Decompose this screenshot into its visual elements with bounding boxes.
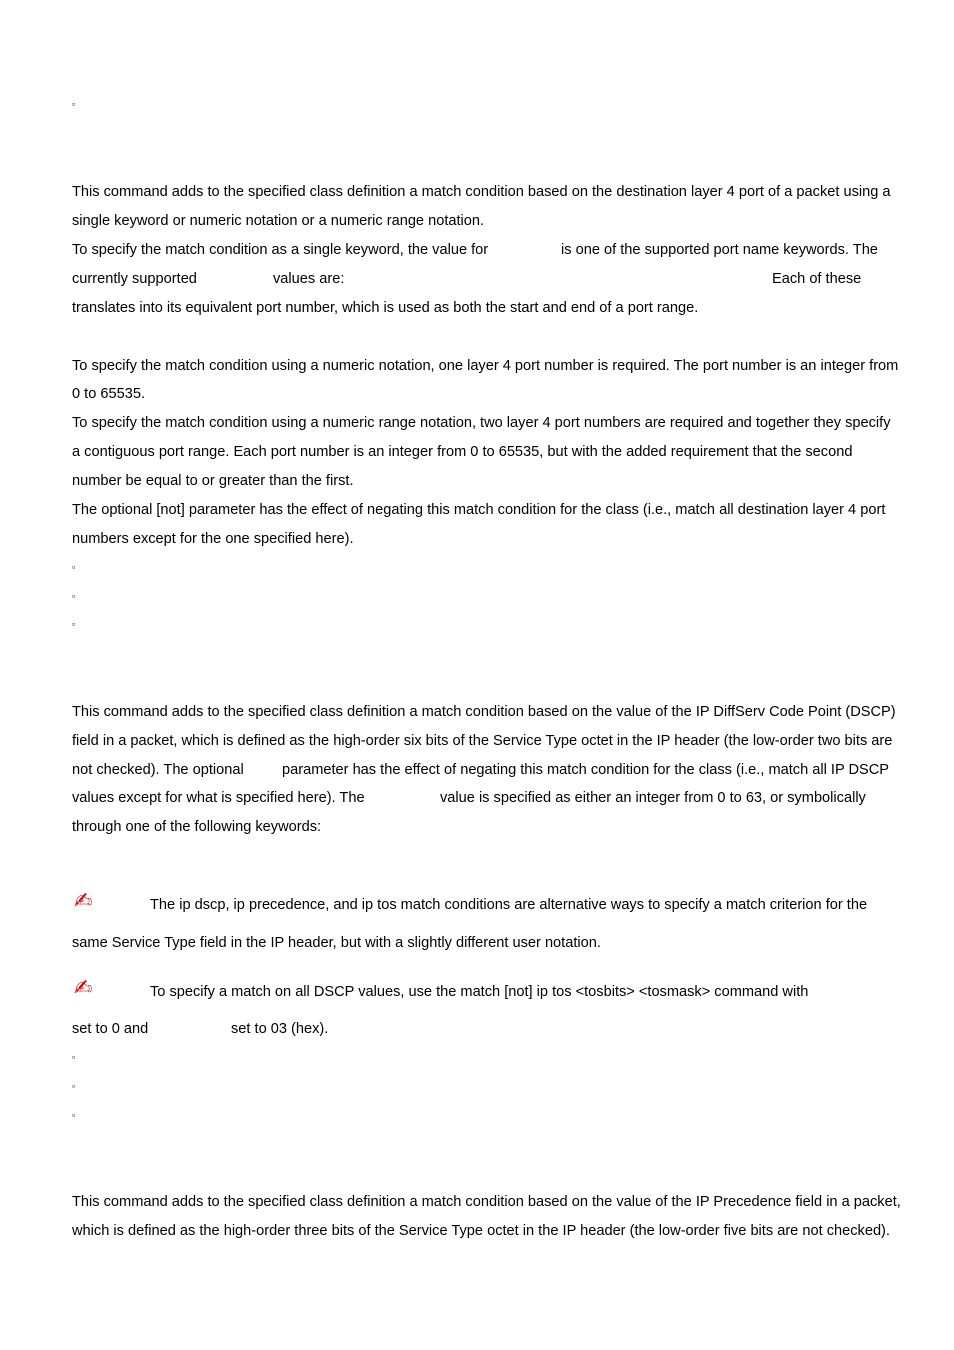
paragraph-line: value is specified as either an integer from 0 to 63, or symbolically <box>440 790 866 806</box>
bullet-marker: ▫ <box>72 562 76 572</box>
note-text: The ip dscp, ip precedence, and ip tos match conditions are alternative ways to specify a match criterion for the <box>150 897 868 913</box>
paragraph-line: This command adds to the specified class definition a match condition based on the value of the IP DiffServ Code Point (DSCP) <box>72 704 896 720</box>
paragraph-line: This command adds to the specified class definition a match condition based on the value of the IP Precedence field in a packet, <box>72 1194 901 1210</box>
paragraph-line: parameter has the effect of negating this match condition for the class (i.e., match all IP DSCP <box>282 762 890 778</box>
paragraph-line: numbers except for the one specified here). <box>72 531 354 547</box>
paragraph-line: number be equal to or greater than the first. <box>72 473 354 489</box>
bullet-marker: ▫ <box>72 619 76 629</box>
paragraph-line: which is defined as the high-order three bits of the Service Type octet in the IP header (the low-order five bits are not checked). <box>72 1223 890 1239</box>
note-text: To specify a match on all DSCP values, use the match [not] ip tos <tosbits> <tosmask> command with <box>150 984 809 1000</box>
paragraph-line: values are: <box>273 271 345 287</box>
paragraph-line: Each of these <box>772 271 862 287</box>
note-text: same Service Type field in the IP header, but with a slightly different user notation. <box>72 935 601 951</box>
bullet-marker: ▫ <box>72 99 76 109</box>
paragraph-line: values except for what is specified here). The <box>72 790 365 806</box>
paragraph-line: This command adds to the specified class definition a match condition based on the destination layer 4 port of a packet using a <box>72 184 891 200</box>
paragraph-line: is one of the supported port name keywords. The <box>561 242 878 258</box>
bullet-marker: ▫ <box>72 1052 76 1062</box>
note-pencil-icon: ✍ <box>74 889 93 914</box>
note-pencil-icon: ✍ <box>74 976 93 1001</box>
bullet-marker: ▫ <box>72 591 76 601</box>
paragraph-line: To specify the match condition using a numeric notation, one layer 4 port number is required. The port number is an integer from <box>72 358 899 374</box>
paragraph-line: currently supported <box>72 271 197 287</box>
paragraph-line: To specify the match condition as a single keyword, the value for <box>72 242 489 258</box>
bullet-marker: ▫ <box>72 1110 76 1120</box>
paragraph-line: field in a packet, which is defined as the high-order six bits of the Service Type octet in the IP header (the low-order two bits are <box>72 733 893 749</box>
paragraph-line: To specify the match condition using a numeric range notation, two layer 4 port numbers are required and together they specify <box>72 415 891 431</box>
paragraph-line: The optional [not] parameter has the effect of negating this match condition for the class (i.e., match all destination layer 4 port <box>72 502 886 518</box>
note-text: set to 0 and <box>72 1021 149 1037</box>
bullet-marker: ▫ <box>72 1081 76 1091</box>
paragraph-line: translates into its equivalent port number, which is used as both the start and end of a port range. <box>72 300 699 316</box>
paragraph-line: 0 to 65535. <box>72 386 146 402</box>
note-text: set to 03 (hex). <box>231 1021 329 1037</box>
paragraph-line: a contiguous port range. Each port number is an integer from 0 to 65535, but with the added requirement that the second <box>72 444 853 460</box>
paragraph-line: not checked). The optional <box>72 762 244 778</box>
paragraph-line: single keyword or numeric notation or a numeric range notation. <box>72 213 485 229</box>
paragraph-line: through one of the following keywords: <box>72 819 322 835</box>
